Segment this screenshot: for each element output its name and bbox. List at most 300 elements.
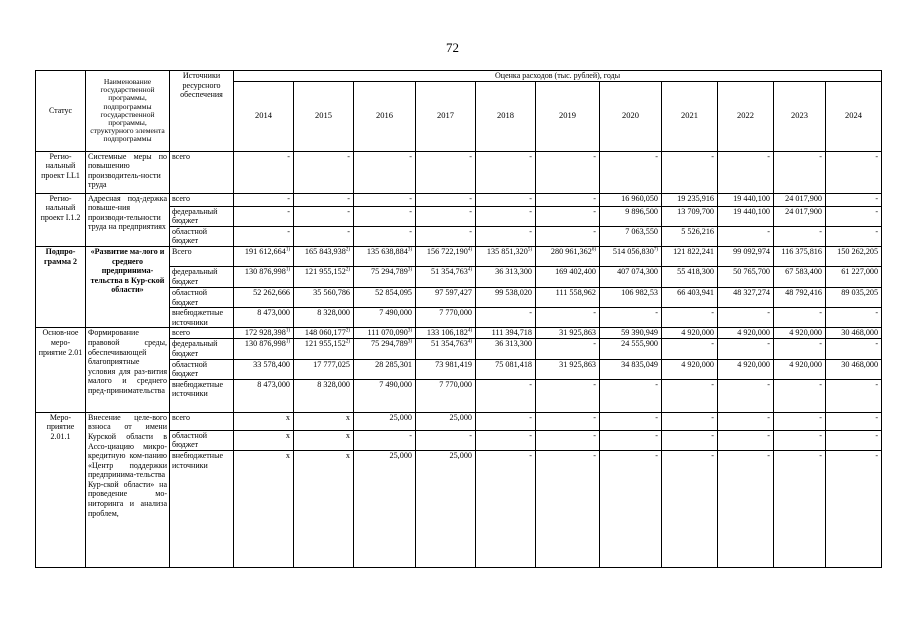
value-text: - bbox=[819, 339, 822, 349]
value-cell bbox=[718, 412, 774, 430]
value-text: 33 578,400 bbox=[253, 359, 290, 369]
footnote-marker: 4) bbox=[467, 328, 472, 334]
value-cell bbox=[294, 287, 354, 307]
source-cell: федеральный бюджет bbox=[170, 266, 234, 287]
value-cell bbox=[294, 308, 354, 328]
value-text: 75 294,789 bbox=[370, 266, 408, 276]
name-cell: «Развитие ма-лого и среднего предпринима-тельства в Кур-ской области» bbox=[86, 246, 170, 327]
value-cell bbox=[294, 328, 354, 339]
source-cell: Всего bbox=[170, 246, 234, 266]
value-text: - bbox=[287, 206, 290, 216]
value-text: 51 354,763 bbox=[430, 339, 468, 349]
table-row bbox=[36, 193, 882, 206]
value-text: 25,000 bbox=[389, 450, 412, 460]
value-cell bbox=[536, 412, 600, 430]
value-cell bbox=[536, 226, 600, 246]
value-text: - bbox=[529, 206, 532, 216]
source-cell: всего bbox=[170, 193, 234, 206]
source-cell: внебюджетные источники bbox=[170, 379, 234, 412]
value-cell bbox=[662, 193, 718, 206]
value-cell bbox=[718, 287, 774, 307]
value-text: 5 526,216 bbox=[681, 226, 714, 236]
footnote-marker: 1) bbox=[285, 267, 290, 273]
value-text: 111 070,090 bbox=[367, 328, 408, 338]
value-text: - bbox=[287, 193, 290, 203]
value-cell bbox=[416, 379, 476, 412]
value-cell bbox=[600, 339, 662, 359]
name-cell: Адресная под-держка повыше-ния производи-тельности труда на предприятиях bbox=[86, 193, 170, 246]
value-text: - bbox=[655, 412, 658, 422]
value-cell bbox=[718, 266, 774, 287]
value-cell bbox=[718, 339, 774, 359]
value-text: 280 961,362 bbox=[550, 246, 592, 256]
value-cell bbox=[774, 193, 826, 206]
value-cell bbox=[476, 379, 536, 412]
value-text: 48 327,274 bbox=[733, 287, 770, 297]
value-text: - bbox=[655, 379, 658, 389]
value-cell bbox=[476, 412, 536, 430]
header-status: Статус bbox=[36, 71, 86, 152]
value-text: 130 876,998 bbox=[244, 339, 286, 349]
value-text: - bbox=[875, 308, 879, 318]
header-year-2023: 2023 bbox=[774, 81, 826, 151]
value-text: 34 835,049 bbox=[621, 359, 658, 369]
value-cell bbox=[600, 266, 662, 287]
value-cell bbox=[662, 412, 718, 430]
table-row bbox=[36, 246, 882, 266]
value-text: 8 473,000 bbox=[257, 379, 290, 389]
value-text: - bbox=[819, 450, 822, 460]
value-cell bbox=[416, 450, 476, 567]
header-year-2022: 2022 bbox=[718, 81, 774, 151]
footnote-marker: 7) bbox=[653, 247, 658, 253]
header-year-2019: 2019 bbox=[536, 81, 600, 151]
value-text: x bbox=[285, 412, 290, 422]
value-text: - bbox=[409, 193, 412, 203]
value-text: - bbox=[593, 151, 596, 161]
value-text: 148 060,177 bbox=[304, 328, 346, 338]
value-text: - bbox=[819, 379, 822, 389]
value-cell bbox=[234, 359, 294, 379]
value-cell bbox=[662, 430, 718, 450]
value-text: 75 081,418 bbox=[495, 359, 532, 369]
table-row bbox=[36, 412, 882, 430]
value-text: 9 896,500 bbox=[625, 206, 658, 216]
value-cell bbox=[234, 287, 294, 307]
value-cell bbox=[600, 308, 662, 328]
value-cell bbox=[354, 246, 416, 266]
value-text: 121 955,152 bbox=[304, 266, 346, 276]
value-text: 75 294,789 bbox=[370, 339, 408, 349]
value-text: - bbox=[347, 193, 350, 203]
source-cell: федеральный бюджет bbox=[170, 339, 234, 359]
value-text: - bbox=[529, 151, 532, 161]
value-text: 7 490,000 bbox=[379, 308, 412, 318]
value-text: - bbox=[287, 226, 290, 236]
value-cell bbox=[354, 193, 416, 206]
source-cell: внебюджетные источники bbox=[170, 308, 234, 328]
value-text: - bbox=[767, 339, 770, 349]
value-cell bbox=[826, 246, 882, 266]
value-cell bbox=[536, 287, 600, 307]
value-cell bbox=[234, 430, 294, 450]
value-cell bbox=[476, 287, 536, 307]
value-cell bbox=[416, 430, 476, 450]
value-cell bbox=[416, 308, 476, 328]
value-cell bbox=[774, 339, 826, 359]
value-cell bbox=[536, 339, 600, 359]
header-year-2020: 2020 bbox=[600, 81, 662, 151]
value-text: 51 354,763 bbox=[430, 266, 468, 276]
value-text: 4 920,000 bbox=[789, 359, 822, 369]
value-cell bbox=[234, 379, 294, 412]
value-text: - bbox=[347, 226, 350, 236]
value-cell bbox=[354, 308, 416, 328]
value-text: 67 583,400 bbox=[785, 266, 822, 276]
header-name: Наименование государственной программы, подпрограммы государственной программы, структурного элемента подпрограммы bbox=[86, 71, 170, 152]
value-text: - bbox=[875, 151, 879, 161]
value-text: - bbox=[711, 450, 714, 460]
value-cell bbox=[774, 287, 826, 307]
value-text: - bbox=[655, 450, 658, 460]
value-text: - bbox=[593, 430, 596, 440]
value-text: - bbox=[529, 412, 532, 422]
source-cell: всего bbox=[170, 151, 234, 193]
value-cell bbox=[416, 246, 476, 266]
value-text: - bbox=[409, 430, 412, 440]
value-text: 25,000 bbox=[449, 412, 472, 422]
value-cell bbox=[774, 379, 826, 412]
value-text: - bbox=[711, 430, 714, 440]
name-cell: Внесение целе-вого взноса от имени Курской области в Ассо-циацию микро-кредитную ком-панию «Центр поддержки предпринима-тельства Кур-ской области» на проведение мо-ниторинга и анализа проблем, bbox=[86, 412, 170, 567]
value-cell bbox=[718, 226, 774, 246]
value-cell bbox=[234, 412, 294, 430]
source-cell: областной бюджет bbox=[170, 226, 234, 246]
value-cell bbox=[826, 430, 882, 450]
value-text: - bbox=[347, 151, 350, 161]
value-cell bbox=[536, 308, 600, 328]
value-text: 135 638,884 bbox=[366, 246, 408, 256]
value-text: 111 394,718 bbox=[491, 328, 532, 338]
value-text: 89 035,205 bbox=[841, 287, 879, 297]
value-cell bbox=[536, 206, 600, 226]
value-cell bbox=[354, 359, 416, 379]
value-cell bbox=[536, 151, 600, 193]
value-cell bbox=[416, 359, 476, 379]
value-cell bbox=[774, 308, 826, 328]
source-cell: областной бюджет bbox=[170, 359, 234, 379]
value-cell bbox=[774, 430, 826, 450]
footnote-marker: 3) bbox=[407, 267, 412, 273]
value-cell bbox=[354, 226, 416, 246]
value-text: - bbox=[767, 430, 770, 440]
value-cell bbox=[536, 328, 600, 339]
header-year-2014: 2014 bbox=[234, 81, 294, 151]
source-cell: всего bbox=[170, 328, 234, 339]
value-cell bbox=[476, 246, 536, 266]
value-text: 121 955,152 bbox=[304, 339, 346, 349]
value-text: - bbox=[655, 151, 658, 161]
value-cell bbox=[600, 412, 662, 430]
value-text: 52 262,666 bbox=[253, 287, 290, 297]
value-text: 55 418,300 bbox=[677, 266, 714, 276]
value-text: 30 468,000 bbox=[841, 359, 879, 369]
value-text: 31 925,863 bbox=[559, 328, 596, 338]
expenditure-table bbox=[35, 70, 882, 568]
value-cell bbox=[826, 359, 882, 379]
footnote-marker: 6) bbox=[591, 247, 596, 253]
value-cell bbox=[416, 287, 476, 307]
value-text: 25,000 bbox=[449, 450, 472, 460]
value-text: - bbox=[469, 151, 472, 161]
footnote-marker: 2) bbox=[345, 247, 350, 253]
value-cell bbox=[662, 339, 718, 359]
value-cell bbox=[354, 151, 416, 193]
value-cell bbox=[536, 430, 600, 450]
value-text: - bbox=[767, 308, 770, 318]
value-cell bbox=[234, 328, 294, 339]
value-text: 31 925,863 bbox=[559, 359, 596, 369]
value-cell bbox=[718, 328, 774, 339]
value-text: 130 876,998 bbox=[244, 266, 286, 276]
footnote-marker: 3) bbox=[407, 328, 412, 334]
value-text: - bbox=[529, 430, 532, 440]
value-cell bbox=[476, 308, 536, 328]
value-text: - bbox=[469, 206, 472, 216]
value-cell bbox=[416, 339, 476, 359]
footnote-marker: 2) bbox=[345, 267, 350, 273]
value-text: - bbox=[593, 308, 596, 318]
footnote-marker: 2) bbox=[345, 339, 350, 345]
source-cell: федеральный бюджет bbox=[170, 206, 234, 226]
value-cell bbox=[294, 226, 354, 246]
value-text: - bbox=[875, 193, 879, 203]
value-cell bbox=[476, 430, 536, 450]
value-cell bbox=[600, 328, 662, 339]
value-cell bbox=[826, 206, 882, 226]
value-cell bbox=[826, 412, 882, 430]
value-cell bbox=[354, 412, 416, 430]
value-cell bbox=[294, 206, 354, 226]
value-text: 8 328,000 bbox=[317, 308, 350, 318]
table-row bbox=[36, 151, 882, 193]
value-text: - bbox=[593, 412, 596, 422]
value-text: 99 538,020 bbox=[495, 287, 532, 297]
value-cell bbox=[354, 450, 416, 567]
value-cell bbox=[774, 151, 826, 193]
value-text: - bbox=[593, 193, 596, 203]
value-cell bbox=[294, 450, 354, 567]
status-cell: Подпро-грамма 2 bbox=[36, 246, 86, 327]
value-text: - bbox=[593, 226, 596, 236]
value-text: - bbox=[875, 412, 879, 422]
value-cell bbox=[416, 206, 476, 226]
value-cell bbox=[536, 246, 600, 266]
value-cell bbox=[234, 339, 294, 359]
footnote-marker: 1) bbox=[285, 339, 290, 345]
value-cell bbox=[476, 339, 536, 359]
value-text: 156 722,190 bbox=[426, 246, 468, 256]
value-cell bbox=[662, 328, 718, 339]
value-text: - bbox=[409, 151, 412, 161]
value-text: 97 597,427 bbox=[435, 287, 472, 297]
value-text: - bbox=[711, 339, 714, 349]
value-text: - bbox=[767, 379, 770, 389]
value-cell bbox=[662, 308, 718, 328]
header-year-2024: 2024 bbox=[826, 81, 882, 151]
value-cell bbox=[536, 379, 600, 412]
value-text: x bbox=[345, 450, 350, 460]
value-cell bbox=[294, 266, 354, 287]
value-text: 13 709,700 bbox=[677, 206, 714, 216]
value-cell bbox=[774, 328, 826, 339]
footnote-marker: 4) bbox=[467, 267, 472, 273]
value-text: - bbox=[711, 412, 714, 422]
value-text: - bbox=[711, 379, 714, 389]
value-cell bbox=[536, 193, 600, 206]
value-cell bbox=[662, 266, 718, 287]
value-cell bbox=[476, 206, 536, 226]
value-text: - bbox=[819, 308, 822, 318]
value-text: - bbox=[529, 450, 532, 460]
value-cell bbox=[718, 359, 774, 379]
value-text: 19 440,100 bbox=[733, 206, 770, 216]
value-cell bbox=[600, 206, 662, 226]
value-cell bbox=[662, 287, 718, 307]
value-cell bbox=[774, 246, 826, 266]
value-cell bbox=[416, 412, 476, 430]
value-cell bbox=[476, 226, 536, 246]
value-text: 4 920,000 bbox=[737, 359, 770, 369]
value-text: 35 560,786 bbox=[313, 287, 350, 297]
value-cell bbox=[662, 246, 718, 266]
value-cell bbox=[718, 379, 774, 412]
value-text: - bbox=[529, 379, 532, 389]
footnote-marker: 4) bbox=[467, 339, 472, 345]
value-cell bbox=[826, 193, 882, 206]
value-text: 191 612,664 bbox=[244, 246, 286, 256]
value-text: 111 558,962 bbox=[555, 287, 596, 297]
value-text: 52 854,095 bbox=[375, 287, 412, 297]
header-year-2018: 2018 bbox=[476, 81, 536, 151]
value-text: 150 262,205 bbox=[837, 246, 879, 256]
value-cell bbox=[476, 450, 536, 567]
value-text: 17 777,025 bbox=[313, 359, 350, 369]
value-text: 99 092,974 bbox=[733, 246, 770, 256]
value-cell bbox=[662, 226, 718, 246]
value-text: 8 328,000 bbox=[317, 379, 350, 389]
value-text: - bbox=[875, 450, 879, 460]
value-text: - bbox=[875, 226, 879, 236]
value-text: - bbox=[529, 226, 532, 236]
value-text: - bbox=[469, 226, 472, 236]
value-cell bbox=[826, 379, 882, 412]
value-cell bbox=[826, 328, 882, 339]
value-text: 4 920,000 bbox=[681, 328, 714, 338]
value-cell bbox=[774, 206, 826, 226]
value-cell bbox=[536, 266, 600, 287]
value-cell bbox=[234, 266, 294, 287]
value-text: - bbox=[767, 226, 770, 236]
value-text: 25,000 bbox=[389, 412, 412, 422]
value-cell bbox=[662, 359, 718, 379]
value-cell bbox=[234, 226, 294, 246]
value-text: 121 822,241 bbox=[673, 246, 714, 256]
value-cell bbox=[294, 430, 354, 450]
value-text: 135 851,320 bbox=[486, 246, 528, 256]
table-body bbox=[36, 71, 882, 568]
value-text: 36 313,300 bbox=[495, 266, 532, 276]
value-cell bbox=[600, 226, 662, 246]
value-cell bbox=[294, 412, 354, 430]
status-cell: Основ-ное меро-приятие 2.01 bbox=[36, 328, 86, 412]
value-text: x bbox=[345, 412, 350, 422]
value-text: 36 313,300 bbox=[495, 339, 532, 349]
value-cell bbox=[600, 430, 662, 450]
value-cell bbox=[354, 266, 416, 287]
value-text: 19 235,916 bbox=[677, 193, 714, 203]
value-cell bbox=[234, 246, 294, 266]
value-cell bbox=[826, 266, 882, 287]
value-text: - bbox=[875, 379, 879, 389]
value-text: 4 920,000 bbox=[789, 328, 822, 338]
value-text: 4 920,000 bbox=[737, 328, 770, 338]
value-cell bbox=[600, 193, 662, 206]
value-cell bbox=[536, 359, 600, 379]
value-text: - bbox=[711, 308, 714, 318]
value-cell bbox=[662, 379, 718, 412]
value-text: - bbox=[529, 308, 532, 318]
value-cell bbox=[416, 193, 476, 206]
footnote-marker: 4) bbox=[467, 247, 472, 253]
value-text: - bbox=[529, 193, 532, 203]
header-source: Источники ресурсного обеспечения bbox=[170, 71, 234, 152]
value-cell bbox=[476, 151, 536, 193]
value-text: 59 390,949 bbox=[621, 328, 658, 338]
value-cell bbox=[476, 266, 536, 287]
value-text: 16 960,050 bbox=[621, 193, 658, 203]
value-text: x bbox=[345, 430, 350, 440]
value-text: - bbox=[593, 206, 596, 216]
value-text: 514 056,830 bbox=[612, 246, 654, 256]
value-text: - bbox=[655, 308, 658, 318]
value-text: - bbox=[819, 151, 822, 161]
header-year-2021: 2021 bbox=[662, 81, 718, 151]
value-text: 66 403,941 bbox=[677, 287, 714, 297]
value-text: 172 928,398 bbox=[244, 328, 286, 338]
value-text: x bbox=[285, 450, 290, 460]
name-cell: Системные меры по повышению производитель-ности труда bbox=[86, 151, 170, 193]
value-text: - bbox=[287, 151, 290, 161]
status-cell: Регио-нальный проект I.L1 bbox=[36, 151, 86, 193]
value-cell bbox=[234, 151, 294, 193]
value-text: - bbox=[875, 339, 879, 349]
value-cell bbox=[600, 450, 662, 567]
value-cell bbox=[234, 206, 294, 226]
footnote-marker: 5) bbox=[527, 247, 532, 253]
value-text: 61 227,000 bbox=[841, 266, 879, 276]
header-estimate: Оценка расходов (тыс. рублей), годы bbox=[234, 71, 882, 82]
value-text: 24 017,900 bbox=[785, 206, 822, 216]
value-text: 133 106,182 bbox=[426, 328, 468, 338]
value-text: - bbox=[409, 206, 412, 216]
value-cell bbox=[354, 430, 416, 450]
value-text: - bbox=[469, 430, 472, 440]
value-cell bbox=[476, 193, 536, 206]
value-cell bbox=[416, 266, 476, 287]
value-cell bbox=[718, 450, 774, 567]
value-text: 165 843,938 bbox=[304, 246, 346, 256]
